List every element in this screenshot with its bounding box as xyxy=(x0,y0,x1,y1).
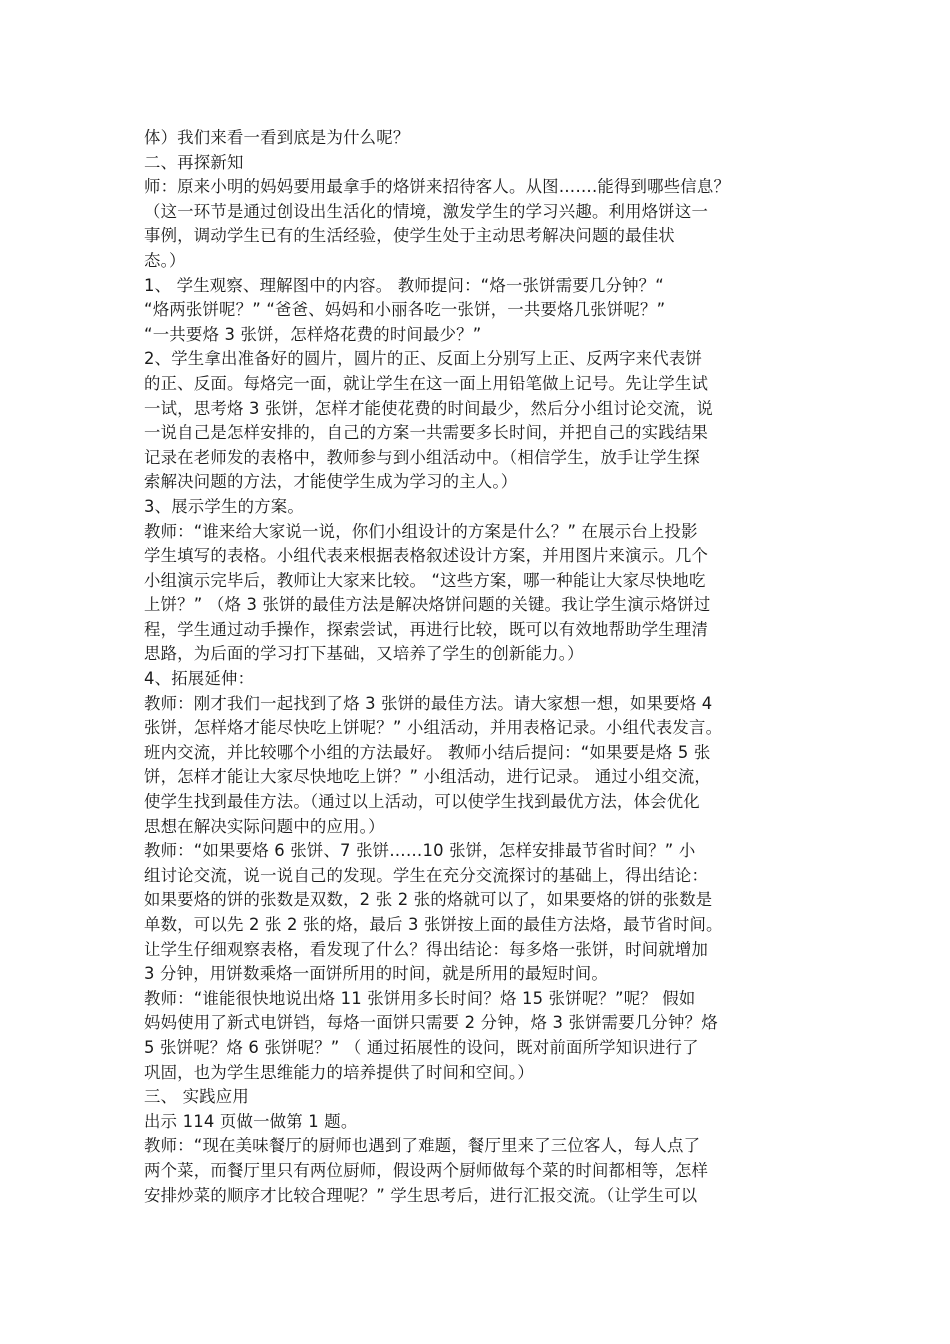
text-line: “烙两张饼呢？” “爸爸、妈妈和小丽各吃一张饼，一共要烙几张饼呢？” xyxy=(144,300,666,320)
text-line: 思路，为后面的学习打下基础，又培养了学生的创新能力。） xyxy=(144,644,584,664)
text-line: 班内交流，并比较哪个小组的方法最好。 教师小结后提问：“如果要是烙 5 张 xyxy=(144,742,711,762)
text-line: 程，学生通过动手操作，探索尝试，再进行比较，既可以有效地帮助学生理清 xyxy=(144,619,709,639)
text-line: 妈妈使用了新式电饼铛，每烙一面饼只需要 2 分钟，烙 3 张饼需要几分钟？烙 xyxy=(144,1013,718,1033)
text-line: 一说自己是怎样安排的，自己的方案一共需要多长时间，并把自己的实践结果 xyxy=(144,423,709,443)
text-line: 饼，怎样才能让大家尽快地吃上饼？” 小组活动，进行记录。 通过小组交流， xyxy=(144,767,712,787)
text-line: 单数，可以先 2 张 2 张的烙，最后 3 张饼按上面的最佳方法烙，最节省时间。 xyxy=(144,915,723,934)
text-line: （这一环节是通过创设出生活化的情境，激发学生的学习兴趣。利用烙饼这一 xyxy=(144,201,709,221)
text-line: 教师：“谁能很快地说出烙 11 张饼用多长时间？烙 15 张饼呢？”呢？ 假如 xyxy=(144,988,696,1008)
text-line: 1、 学生观察、理解图中的内容。 教师提问：“烙一张饼需要几分钟？“ xyxy=(144,275,664,295)
text-line: 4、拓展延伸： xyxy=(144,669,255,689)
text-line: 安排炒菜的顺序才比较合理呢？” 学生思考后，进行汇报交流。（让学生可以 xyxy=(144,1185,698,1205)
text-line: 3、展示学生的方案。 xyxy=(144,496,304,516)
text-line: 教师：刚才我们一起找到了烙 3 张饼的最佳方法。请大家想一想，如果要烙 4 xyxy=(144,693,713,713)
text-line: 事例，调动学生已有的生活经验，使学生处于主动思考解决问题的最佳状 xyxy=(144,226,675,246)
text-line: 出示 114 页做一做第 1 题。 xyxy=(144,1111,358,1131)
text-line: 二、再探新知 xyxy=(144,152,244,172)
text-line: 的正、反面。每烙完一面，就让学生在这一面上用铅笔做上记号。先让学生试 xyxy=(144,373,709,393)
text-line: 记录在老师发的表格中，教师参与到小组活动中。（相信学生，放手让学生探 xyxy=(144,447,700,467)
text-line: 2、学生拿出准备好的圆片，圆片的正、反面上分别写上正、反两字来代表饼 xyxy=(144,349,703,369)
text-line: 两个菜，而餐厅里只有两位厨师，假设两个厨师做每个菜的时间都相等，怎样 xyxy=(144,1160,709,1180)
text-line: 思想在解决实际问题中的应用。） xyxy=(144,816,385,836)
text-line: 5 张饼呢？烙 6 张饼呢？” （ 通过拓展性的设问，既对前面所学知识进行了 xyxy=(144,1037,699,1057)
text-line: 使学生找到最佳方法。（通过以上活动，可以使学生找到最优方法，体会优化 xyxy=(144,792,700,812)
text-line: 教师：“如果要烙 6 张饼、7 张饼……10 张饼，怎样安排最节省时间？” 小 xyxy=(144,841,696,861)
text-line: “一共要烙 3 张饼，怎样烙花费的时间最少？” xyxy=(144,324,482,344)
text-line: 让学生仔细观察表格，看发现了什么？得出结论：每多烙一张饼，时间就增加 xyxy=(144,939,709,959)
text-line: 教师：“现在美味餐厅的厨师也遇到了难题，餐厅里来了三位客人，每人点了 xyxy=(144,1136,701,1156)
text-line: 如果要烙的饼的张数是双数，2 张 2 张的烙就可以了，如果要烙的饼的张数是 xyxy=(144,890,713,910)
text-line: 索解决问题的方法，才能使学生成为学习的主人。） xyxy=(144,472,518,492)
text-line: 3 分钟，用饼数乘烙一面饼所用的时间，就是所用的最短时间。 xyxy=(144,964,608,984)
document-body xyxy=(144,126,820,1208)
text-line: 巩固，也为学生思维能力的培养提供了时间和空间。） xyxy=(144,1062,534,1082)
text-line: 一试，思考烙 3 张饼，怎样才能使花费的时间最少，然后分小组讨论交流，说 xyxy=(144,398,713,418)
text-line: 小组演示完毕后，教师让大家来比较。 “这些方案，哪一种能让大家尽快地吃 xyxy=(144,570,706,590)
text-line: 三、 实践应用 xyxy=(144,1087,249,1107)
text-line: 学生填写的表格。小组代表来根据表格叙述设计方案，并用图片来演示。几个 xyxy=(144,546,709,566)
text-line: 态。） xyxy=(144,250,186,270)
text-line: 师：原来小明的妈妈要用最拿手的烙饼来招待客人。从图…….能得到哪些信息？ xyxy=(144,177,731,197)
text-line: 上饼？” （烙 3 张饼的最佳方法是解决烙饼问题的关键。我让学生演示烙饼过 xyxy=(144,595,711,615)
text-line: 张饼，怎样烙才能尽快吃上饼呢？” 小组活动，并用表格记录。小组代表发言。 xyxy=(144,718,723,738)
text-line: 教师：“谁来给大家说一说，你们小组设计的方案是什么？” 在展示台上投影 xyxy=(144,521,698,541)
text-line: 组讨论交流，说一说自己的发现。学生在充分交流探讨的基础上，得出结论： xyxy=(144,865,709,885)
text-line: 体）我们来看一看到底是为什么呢？ xyxy=(144,128,410,147)
